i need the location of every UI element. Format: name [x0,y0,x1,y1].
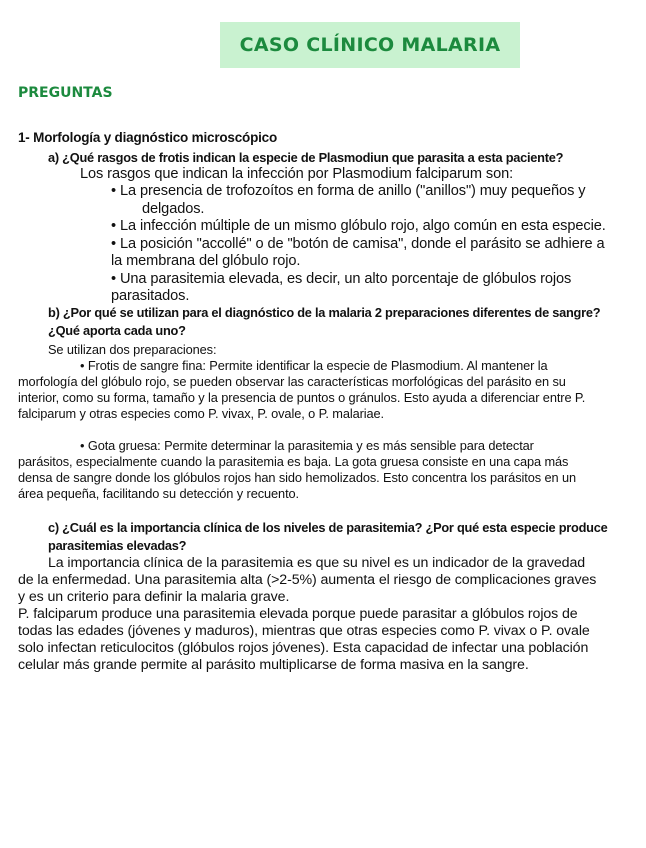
answer-b-gota-gruesa: • Gota gruesa: Permite determinar la parasitemia y es más sensible para detectar [80,438,534,453]
answer-a-bullet-4-cont: parasitados. [111,288,190,304]
answer-b-gota-gruesa-cont-2: densa de sangre donde los glóbulos rojos han sido hemolizados. Esto concentra los parásitos en un [18,470,576,485]
answer-c-paragraph-1: La importancia clínica de la parasitemia es que su nivel es un indicador de la gravedad [48,555,586,571]
answer-c-paragraph-2: P. falciparum produce una parasitemia elevada porque puede parasitar a glóbulos rojos de [18,606,578,622]
question-b: b) ¿Por qué se utilizan para el diagnóstico de la malaria 2 preparaciones diferentes de sangre? [48,305,601,320]
answer-a-bullet-4: • Una parasitemia elevada, es decir, un alto porcentaje de glóbulos rojos [111,271,572,287]
answer-b-intro: Se utilizan dos preparaciones: [48,342,217,357]
question-a: a) ¿Qué rasgos de frotis indican la especie de Plasmodiun que parasita a esta paciente? [48,150,564,165]
answer-a-bullet-3: • La posición "accollé" o de "botón de camisa", donde el parásito se adhiere a [111,236,605,252]
answer-c-paragraph-2-cont-1: todas las edades (jóvenes y maduros), mientras que otras especies como P. vivax o P. ovale [18,623,590,639]
answer-c-paragraph-2-cont-3: celular más grande permite al parásito multiplicarse de forma masiva en la sangre. [18,657,529,673]
answer-a-bullet-3-cont: la membrana del glóbulo rojo. [111,253,301,269]
title-banner [220,22,520,68]
answer-b-frotis-fina-cont-2: interior, como su forma, tamaño y la presencia de puntos o gránulos. Esto ayuda a diferenciar entre P. [18,390,586,405]
question-1-heading: 1- Morfología y diagnóstico microscópico [18,130,278,145]
section-heading-preguntas: PREGUNTAS [18,85,113,101]
answer-b-gota-gruesa-cont-3: área pequeña, facilitando su detección y recuento. [18,486,299,501]
answer-c-paragraph-1-cont-2: y es un criterio para definir la malaria grave. [18,589,290,605]
question-c-cont: parasitemias elevadas? [48,538,187,553]
answer-b-frotis-fina-cont-3: falciparum y otras especies como P. vivax, P. ovale, o P. malariae. [18,406,385,421]
answer-a-bullet-1-cont: delgados. [142,201,205,217]
answer-c-paragraph-2-cont-2: solo infectan reticulocitos (glóbulos rojos jóvenes). Esta capacidad de infectar una población [18,640,589,656]
question-b-cont: ¿Qué aporta cada uno? [48,323,186,338]
document-title: CASO CLÍNICO MALARIA [239,34,501,56]
answer-b-frotis-fina: • Frotis de sangre fina: Permite identificar la especie de Plasmodium. Al mantener la [80,358,548,373]
answer-c-paragraph-1-cont-1: de la enfermedad. Una parasitemia alta (>2-5%) aumenta el riesgo de complicaciones graves [18,572,597,588]
answer-a-bullet-1: • La presencia de trofozoítos en forma de anillo ("anillos") muy pequeños y [111,183,586,199]
question-c: c) ¿Cuál es la importancia clínica de los niveles de parasitemia? ¿Por qué esta especie produce [48,520,608,535]
answer-b-frotis-fina-cont-1: morfología del glóbulo rojo, se pueden observar las características morfológicas del parásito en su [18,374,566,389]
answer-a-bullet-2: • La infección múltiple de un mismo glóbulo rojo, algo común en esta especie. [111,218,606,234]
answer-a-intro: Los rasgos que indican la infección por Plasmodium falciparum son: [80,166,514,182]
answer-b-gota-gruesa-cont-1: parásitos, especialmente cuando la parasitemia es baja. La gota gruesa consiste en una capa más [18,454,569,469]
